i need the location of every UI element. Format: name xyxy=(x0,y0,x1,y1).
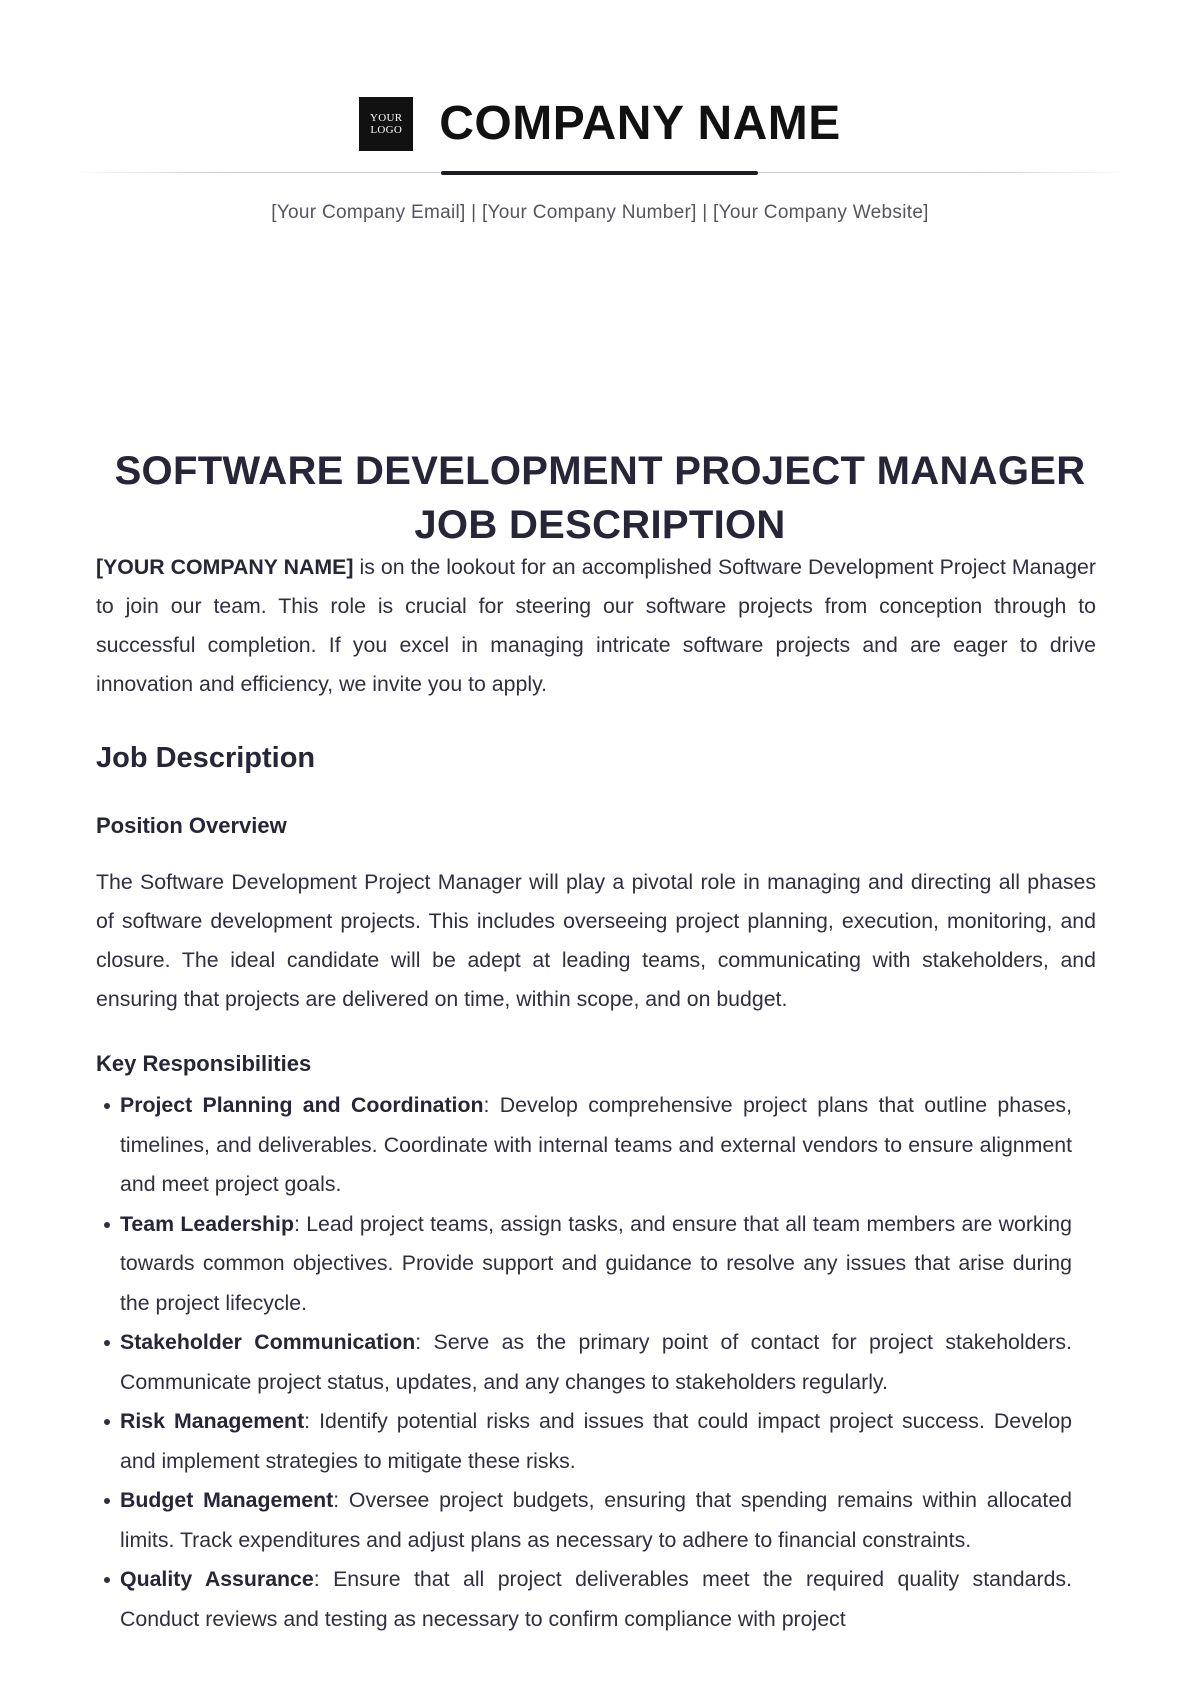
intro-company-name: [YOUR COMPANY NAME] xyxy=(96,555,354,579)
logo-line-1: YOUR xyxy=(370,111,403,124)
list-item xyxy=(96,1481,1072,1560)
bullet-icon xyxy=(104,1340,110,1346)
list-item xyxy=(96,1323,1072,1402)
subheading-key-responsibilities: Key Responsibilities xyxy=(96,1051,312,1076)
brand-row xyxy=(0,96,1200,151)
responsibility-text: : Oversee project budgets, ensuring that spending remains within allocated limits. Track expenditures and adjust plans as necessary to adhere to financial constraints. xyxy=(120,1488,1073,1552)
responsibility-term: Budget Management xyxy=(120,1488,334,1512)
responsibility-text: : Develop comprehensive project plans that outline phases, timelines, and deliverables. Coordinate with internal teams and external vendors to ensure alignment and meet project goals. xyxy=(120,1093,1072,1196)
header-accent-bar xyxy=(441,171,758,175)
list-item xyxy=(96,1560,1072,1639)
bullet-icon xyxy=(104,1222,110,1228)
intro-text: is on the lookout for an accomplished Software Development Project Manager to join our team. This role is crucial for steering our software projects from conception through to successful completion. If you excel in managing intricate software projects and are eager to drive innovation and efficiency, we invite you to apply. xyxy=(96,555,1096,696)
logo-line-2: LOGO xyxy=(370,123,403,136)
bullet-icon xyxy=(104,1419,110,1425)
bullet-icon xyxy=(104,1103,110,1109)
responsibility-text: : Ensure that all project deliverables meet the required quality standards. Conduct reviews and testing as necessary to confirm compliance with project xyxy=(120,1567,1072,1631)
section-heading-job-description: Job Description xyxy=(96,742,316,774)
responsibility-term: Project Planning and Coordination xyxy=(120,1093,484,1117)
responsibility-text: : Serve as the primary point of contact for project stakeholders. Communicate project status, updates, and any changes to stakeholders regularly. xyxy=(120,1330,1072,1394)
position-overview-paragraph: The Software Development Project Manager will play a pivotal role in managing and directing all phases of software development projects. This includes overseeing project planning, execution, monitoring, and closure. The ideal candidate will be adept at leading teams, communicating with stakeholders, and ensuring that projects are delivered on time, within scope, and on budget. xyxy=(96,870,1096,1011)
responsibility-term: Quality Assurance xyxy=(120,1567,314,1591)
intro-paragraph xyxy=(96,548,1096,704)
responsibility-term: Team Leadership xyxy=(120,1211,294,1236)
responsibility-term: Stakeholder Communication xyxy=(120,1330,416,1354)
responsibility-text: : Lead project teams, assign tasks, and ensure that all team members are working towards common objectives. Provide support and guidance to resolve any issues that arise during the project lifecycle. xyxy=(120,1211,1072,1315)
list-item xyxy=(96,1205,1072,1324)
document-title: SOFTWARE DEVELOPMENT PROJECT MANAGER JOB DESCRIPTION xyxy=(114,449,1086,547)
subheading-position-overview: Position Overview xyxy=(96,813,287,838)
company-contact-line: [Your Company Email] | [Your Company Number] | [Your Company Website] xyxy=(271,202,929,223)
responsibility-term: Risk Management xyxy=(120,1409,305,1433)
responsibilities-list xyxy=(96,1086,1072,1639)
company-logo xyxy=(359,97,413,151)
company-name: COMPANY NAME xyxy=(439,97,841,150)
bullet-icon xyxy=(104,1498,110,1504)
responsibility-text: : Identify potential risks and issues that could impact project success. Develop and implement strategies to mitigate these risks. xyxy=(120,1409,1073,1473)
document-body xyxy=(96,548,1096,1631)
bullet-icon xyxy=(104,1577,110,1583)
list-item xyxy=(96,1086,1072,1205)
list-item xyxy=(96,1402,1072,1481)
